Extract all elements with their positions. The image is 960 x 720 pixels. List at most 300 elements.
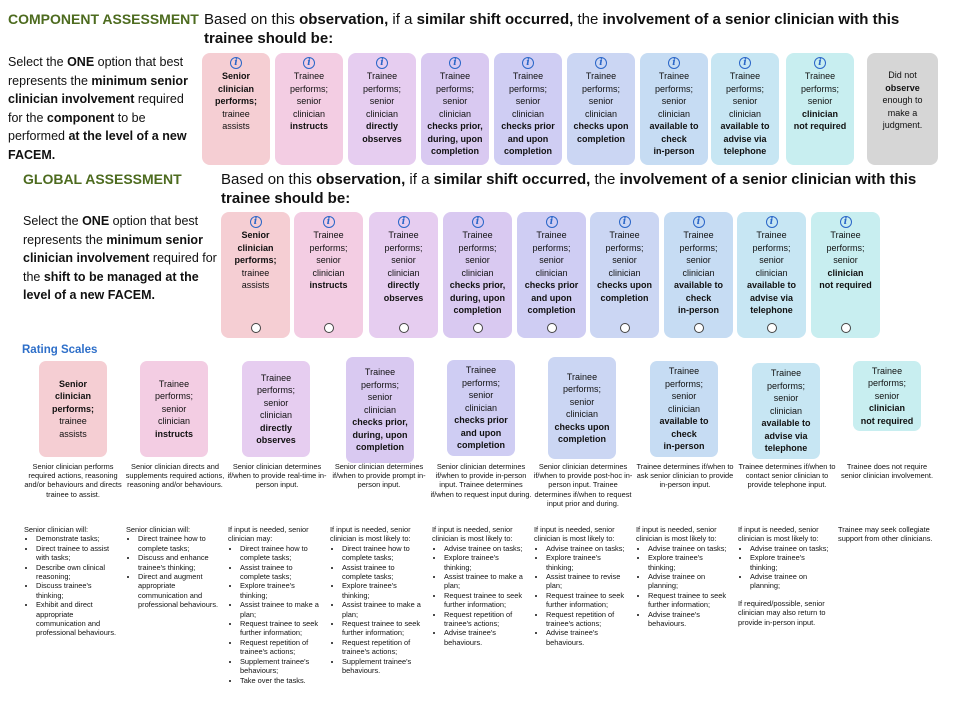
option-label-line: performs; [605,242,644,253]
option-label-line: senior [161,403,187,414]
info-icon[interactable]: i [693,216,705,228]
detail-item: • Describe own clinical reasoning; [36,563,120,582]
option-label-line: trainee [241,267,270,278]
info-icon[interactable]: i [814,57,826,69]
option-label-line: available to [659,416,709,427]
option-label-line: Trainee [536,230,567,240]
option-label-line: Trainee [366,71,398,81]
option-label-line: performs; [562,384,601,394]
detail-item: • Advise trainee on tasks; [546,544,630,553]
option-label-line: clinician [292,108,325,119]
option-label-line: not required [819,280,872,290]
info-icon[interactable]: i [739,57,751,69]
rating-option-checks-upon[interactable] [548,357,616,459]
rating-description: Senior clinician determines if/when to provide in-person input. Trainee determines if/when to request input during. [430,462,532,499]
option-label-line: instructs [154,428,193,439]
option-label-line: completion [600,292,649,303]
option-label-line: advise via [764,430,808,441]
option-label-line: checks prior, [352,417,408,428]
option-label-line: assists [241,280,270,290]
global-option-not-required[interactable] [811,212,880,338]
option-label-line: available to [746,280,797,290]
option-label-line: Trainee [566,371,598,382]
option-label-line: senior [367,392,393,403]
option-label-line: performs; [256,385,295,395]
option-label-line: checks prior [501,121,555,131]
option-label-line: checks upon [573,121,629,131]
rating-description: Senior clinician performs required actions, reasoning and/or behaviours and directs trainee to assist. [24,462,122,499]
option-label-line: senior [833,255,858,265]
global-option-available-in-person[interactable] [664,212,733,338]
rating-option-available-in-person[interactable] [650,361,718,457]
option-label-line: directly [365,121,398,131]
detail-item: • Explore trainee's thinking; [444,553,528,572]
option-label-line: Trainee [313,230,344,240]
option-label-line: telephone [750,305,793,315]
option-label-line: check [685,292,712,303]
info-icon[interactable]: i [668,57,680,69]
detail-intro: Senior clinician will: [126,525,191,534]
detail-intro: Senior clinician will: [24,525,89,534]
option-label-line: senior [807,96,833,106]
option-label-line: check [671,428,697,439]
rating-option-directly-observes[interactable] [242,361,310,457]
rating-description: Senior clinician determines if/when to provide post-hoc in-person input. Trainee determines if/when to request input prior and during. [533,462,633,508]
option-label-line: during, upon [450,292,505,303]
option-label-line: clinician [438,108,471,119]
detail-item: • Advise trainee's behaviours. [444,628,528,647]
detail-item: • Assist trainee to complete tasks; [342,563,426,582]
option-label-line: checks prior [454,415,508,426]
option-label-line: senior [686,255,711,265]
option-label-line: performs; [826,242,865,253]
global-option-available-telephone[interactable] [737,212,806,338]
option-label-line: available to [673,280,724,290]
component-option-senior-performs[interactable] [202,53,270,165]
rating-detail [330,525,426,676]
option-label-line: available to [649,121,699,131]
option-label-line: senior [296,96,322,106]
info-icon[interactable]: i [840,216,852,228]
rating-scales-title: Rating Scales [22,344,98,356]
option-label-line: observes [362,133,402,144]
info-icon[interactable]: i [398,216,410,228]
option-label-line: completion [355,442,404,453]
option-label-line: performs; [234,255,277,265]
info-icon[interactable]: i [376,57,388,69]
option-label-line: clinician [535,267,568,278]
global-option-checks-prior-upon[interactable] [517,212,586,338]
detail-item: • Assist trainee to revise plan; [546,572,630,591]
option-label-line: available to [720,121,770,131]
option-label-line: trainee [59,416,87,427]
option-label-line: Trainee [830,230,861,240]
detail-item: • Advise trainee on planning; [648,572,732,591]
detail-item: • Assist trainee to make a plan; [342,600,426,619]
option-label-line: performs; [214,96,257,106]
radio-button[interactable] [694,323,704,333]
not-observed-line: make a [887,107,918,118]
option-label-line: check [661,133,687,144]
detail-item: • Explore trainee's thinking; [240,581,324,600]
option-label-line: during, upon [352,429,408,440]
option-label-line: Trainee [756,230,787,240]
option-label-line: senior [465,255,490,265]
option-label-line: checks upon [554,421,610,432]
detail-intro: If input is needed, senior clinician is most likely to: [534,525,615,544]
global-assessment-title: GLOBAL ASSESSMENT [23,171,182,187]
option-label-line: senior [588,96,614,106]
option-label-line: during, upon [427,133,483,144]
option-label-line: completion [557,434,606,444]
option-label-line: senior [671,391,697,402]
component-instruction: Select the ONE option that best represents the minimum senior clinician involvement required for the component to be performed at the level of a new FACEM. [8,55,188,162]
info-icon[interactable]: i [595,57,607,69]
detail-item: • Request repetition of trainee's actions; [444,610,528,629]
option-label-line: performs; [360,379,399,390]
option-label-line: Trainee [462,230,493,240]
option-label-line: clinician [464,402,497,413]
radio-button[interactable] [251,323,261,333]
option-label-line: Trainee [364,367,396,378]
option-label-line: senior [569,396,595,407]
option-label-line: clinician [728,108,761,119]
option-label-line: clinician [682,267,715,278]
option-label-line: performs; [461,377,500,388]
option-label-line: senior [263,397,289,408]
info-icon[interactable]: i [250,216,262,228]
detail-intro: Trainee may seek collegiate support from other clinicians. [838,525,933,544]
radio-button[interactable] [620,323,630,333]
not-observed-line: Did not [888,70,917,80]
option-label-line: senior [612,255,637,265]
option-label-line: senior [468,390,494,401]
component-option-directly-observes[interactable] [348,53,416,165]
option-label-line: in-person [677,305,719,315]
detail-intro: If input is needed, senior clinician is most likely to: [636,525,717,544]
rating-detail [838,525,934,544]
option-label-line: clinician [363,404,396,415]
option-label-line: in-person [653,146,695,156]
option-label-line: performs; [581,83,620,94]
option-label-line: clinician [237,242,274,253]
option-label-line: directly [259,422,292,433]
option-label-line: completion [576,133,625,144]
option-label-line: Trainee [658,71,690,81]
option-label-line: Trainee [609,230,640,240]
detail-item: • Supplement trainee's behaviours. [342,657,426,676]
option-label-line: senior [515,96,541,106]
rating-option-senior-instructs[interactable] [140,361,208,457]
global-option-checks-prior-during-upon[interactable] [443,212,512,338]
option-label-line: performs; [752,242,791,253]
rating-option-senior-performs[interactable] [39,361,107,457]
option-label-line: senior [874,390,900,401]
option-label-line: advise via [749,292,794,303]
option-label-line: performs; [725,83,764,94]
info-icon[interactable]: i [766,216,778,228]
option-label-line: senior [369,96,395,106]
detail-item: • Advise trainee's behaviours. [648,610,732,629]
global-option-senior-instructs[interactable] [294,212,363,338]
option-label-line: completion [430,146,479,156]
option-label-line: checks prior, [449,280,506,290]
option-label-line: clinician [769,405,802,416]
rating-detail [126,525,222,610]
detail-item: • Assist trainee to make a plan; [444,572,528,591]
option-label-line: performs; [766,380,805,391]
info-icon[interactable]: i [472,216,484,228]
rating-detail [24,525,120,638]
detail-item: • Advise trainee on tasks; [750,544,834,553]
detail-item: • Demonstrate tasks; [36,534,120,543]
info-icon[interactable]: i [546,216,558,228]
rating-description: Senior clinician directs and supplements required actions, reasoning and/or behaviours. [125,462,225,490]
rating-option-available-telephone[interactable] [752,363,820,459]
global-question: Based on this observation, if a similar shift occurred, the involvement of a senior clinician with this trainee should be: [221,171,917,207]
detail-item: • Direct trainee how to complete tasks; [138,534,222,553]
rating-option-not-required[interactable] [853,361,921,431]
detail-item: • Direct trainee to assist with tasks; [36,544,120,563]
option-label-line: senior [759,255,784,265]
option-label-line: clinician [259,410,292,420]
detail-item: • Explore trainee's thinking; [342,581,426,600]
option-label-line: performs; [867,378,906,389]
option-label-line: performs; [458,242,497,253]
option-label-line: directly [387,280,420,290]
option-label-line: clinician [827,267,864,278]
component-assessment-title: COMPONENT ASSESSMENT [8,11,199,27]
option-label-line: performs; [654,83,693,94]
option-label-line: clinician [608,267,641,278]
detail-intro: If input is needed, senior clinician is most likely to: [432,525,513,544]
option-label-line: advise via [723,133,767,144]
option-label-line: Trainee [683,230,714,240]
info-icon[interactable]: i [619,216,631,228]
info-icon[interactable]: i [449,57,461,69]
option-label-line: clinician [755,267,788,278]
option-label-line: clinician [657,108,690,119]
option-label-line: performs; [435,83,474,94]
option-label-line: checks prior [524,280,579,290]
global-option-checks-upon[interactable] [590,212,659,338]
option-label-line: performs; [508,83,547,94]
option-label-line: Trainee [158,378,190,389]
option-label-line: not required [793,121,847,131]
option-label-line: Senior [221,71,250,81]
option-label-line: clinician [868,403,905,414]
option-label-line: clinician [54,391,91,402]
radio-button[interactable] [767,323,777,333]
rating-detail [228,525,324,685]
detail-item: • Advise trainee's behaviours. [546,628,630,647]
option-label-line: assists [59,428,87,439]
global-option-senior-performs[interactable] [221,212,290,338]
option-label-line: and upon [460,427,502,438]
option-label-line: performs; [384,242,423,253]
not-observed-line: judgment. [882,120,923,130]
option-label-line: available to [761,418,811,429]
option-label-line: trainee [222,108,250,119]
option-label-line: clinician [565,409,598,419]
detail-intro: If input is needed, senior clinician may: [228,525,309,544]
component-option-senior-instructs[interactable] [275,53,343,165]
detail-item: • Request trainee to seek further information; [546,591,630,610]
detail-item: • Direct trainee how to complete tasks; [342,544,426,563]
option-label-line: senior [661,96,687,106]
option-label-line: clinician [667,403,700,414]
option-label-line: assists [222,121,250,131]
detail-item: • Discuss trainee's thinking; [36,581,120,600]
option-label-line: senior [539,255,564,265]
option-label-line: telephone [764,443,808,454]
option-label-line: performs; [362,83,401,94]
option-label-line: clinician [511,108,544,119]
option-label-line: clinician [312,267,345,278]
option-label-line: clinician [461,267,494,278]
detail-item: • Exhibit and direct appropriate communication and professional behaviours. [36,600,120,638]
info-icon[interactable]: i [323,216,335,228]
global-instruction: Select the ONE option that best represents the minimum senior clinician involvement required for the shift to be managed at the level of a new FACEM. [23,214,217,302]
not-observed-line: observe [885,82,920,93]
option-label-line: performs; [289,83,328,94]
option-label-line: Trainee [804,71,836,81]
option-label-line: Trainee [388,230,419,240]
rating-option-checks-prior-during-upon[interactable] [346,357,414,463]
option-label-line: telephone [723,146,767,156]
detail-item: • Advise trainee on tasks; [648,544,732,553]
detail-item: • Explore trainee's thinking; [648,553,732,572]
detail-item: • Supplement trainee's behaviours; [240,657,324,676]
radio-button[interactable] [399,323,409,333]
option-label-line: instructs [289,121,328,131]
option-label-line: completion [527,305,576,315]
option-label-line: senior [773,393,799,404]
option-label-line: clinician [387,267,420,278]
rating-description: Senior clinician determines if/when to provide prompt in-person input. [332,462,426,490]
option-label-line: Trainee [439,71,471,81]
detail-item: • Request repetition of trainee's actions; [342,638,426,657]
option-label-line: senior [732,96,758,106]
option-label-line: Trainee [585,71,617,81]
rating-detail [534,525,630,647]
option-label-line: Trainee [729,71,761,81]
option-label-line: senior [442,96,468,106]
rating-description: Trainee determines if/when to contact senior clinician to provide telephone input. [738,462,836,490]
rating-detail [636,525,732,628]
detail-item: • Request repetition of trainee's actions; [240,638,324,657]
option-label-line: Trainee [260,372,292,383]
option-label-line: performs; [800,83,839,94]
not-observed-option[interactable] [867,53,938,165]
option-label-line: performs; [154,391,193,402]
option-label-line: instructs [309,280,348,290]
component-option-checks-prior-upon[interactable] [494,53,562,165]
radio-button[interactable] [547,323,557,333]
option-label-line: clinician [584,108,617,119]
detail-item: • Take over the tasks. [240,676,324,685]
option-label-line: performs; [309,242,348,253]
option-label-line: completion [453,305,502,315]
component-option-available-telephone[interactable] [711,53,779,165]
option-label-line: clinician [157,416,190,427]
detail-item: • Explore trainee's thinking; [546,553,630,572]
component-option-checks-prior-during-upon[interactable] [421,53,489,165]
component-option-not-required[interactable] [786,53,854,165]
info-icon[interactable]: i [230,57,242,69]
option-label-line: and upon [507,133,549,144]
detail-outro: If required/possible, senior clinician may also return to provide in-person input. [738,598,826,627]
option-label-line: Trainee [770,368,802,379]
option-label-line: Trainee [293,71,325,81]
option-label-line: observes [256,435,296,445]
component-option-checks-upon[interactable] [567,53,635,165]
detail-item: • Request repetition of trainee's actions; [546,610,630,629]
detail-intro: If input is needed, senior clinician is most likely to: [738,525,819,544]
option-label-line: performs; [532,242,571,253]
radio-button[interactable] [841,323,851,333]
rating-option-checks-prior-upon[interactable] [447,360,515,456]
detail-item: • Advise trainee on tasks; [444,544,528,553]
option-label-line: senior [391,255,416,265]
detail-item: • Request trainee to seek further information; [444,591,528,610]
option-label-line: and upon [531,292,572,303]
rating-description: Trainee does not require senior clinician involvement. [840,462,933,481]
option-label-line: Trainee [512,71,544,81]
rating-description: Trainee determines if/when to ask senior clinician to provide in-person input. [636,462,734,490]
detail-item: • Request trainee to seek further information; [648,591,732,610]
rating-detail [432,525,528,647]
option-label-line: not required [860,415,914,426]
option-label-line: clinician [217,83,254,94]
radio-button[interactable] [324,323,334,333]
option-label-line: completion [456,440,505,451]
info-icon[interactable]: i [303,57,315,69]
component-question: Based on this observation, if a similar shift occurred, the involvement of a senior clinician with this trainee should be: [204,11,900,47]
detail-item: • Request trainee to seek further information; [342,619,426,638]
detail-item: • Request trainee to seek further information; [240,619,324,638]
rating-detail [738,525,834,627]
detail-item: • Direct trainee how to complete tasks; [240,544,324,563]
not-observed-line: enough to [882,95,923,105]
radio-button[interactable] [473,323,483,333]
detail-item: • Assist trainee to make a plan; [240,600,324,619]
option-label-line: performs; [679,242,718,253]
option-label-line: observes [383,292,424,303]
option-label-line: Trainee [871,365,903,376]
option-label-line: clinician [365,108,398,119]
detail-intro: If input is needed, senior clinician is most likely to: [330,525,411,544]
option-label-line: performs; [664,378,703,389]
option-label-line: Trainee [668,366,700,377]
option-label-line: senior [316,255,341,265]
component-option-available-in-person[interactable] [640,53,708,165]
detail-item: • Direct and augment appropriate communication and professional behaviours. [138,572,222,610]
rating-description: Senior clinician determines if/when to provide real-time in-person input. [227,462,327,490]
option-label-line: Senior [241,230,270,240]
detail-item: • Discuss and enhance trainee's thinking; [138,553,222,572]
option-label-line: checks prior, [427,121,483,131]
option-label-line: checks upon [596,280,652,290]
detail-item: • Explore trainee's thinking; [750,553,834,572]
option-label-line: performs; [51,403,94,414]
option-label-line: Senior [58,378,87,389]
option-label-line: Trainee [465,365,497,376]
global-option-directly-observes[interactable] [369,212,438,338]
info-icon[interactable]: i [522,57,534,69]
detail-item: • Advise trainee on planning; [750,572,834,591]
detail-item: • Assist trainee to complete tasks; [240,563,324,582]
